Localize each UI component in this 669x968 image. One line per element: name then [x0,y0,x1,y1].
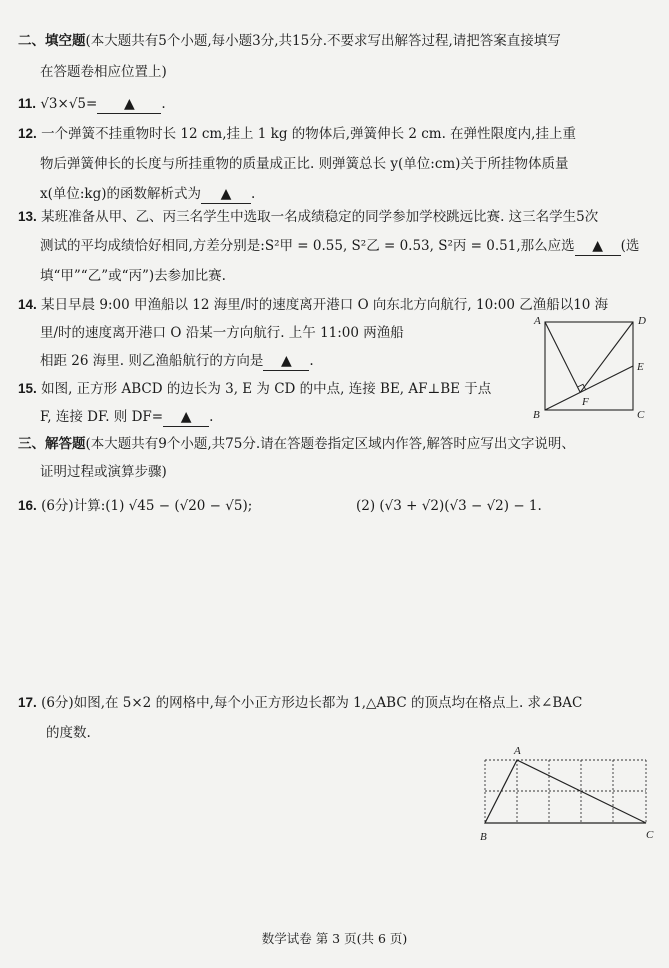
q14-text-line2: 里/时的速度离开港口 O 沿某一方向航行. 上午 11:00 两渔船 [40,325,404,341]
q13-number: 13. [18,209,37,224]
question-15-line2 [40,408,213,427]
section2-desc-line1: (本大题共有5个小题,每小题3分,共15分.不要求写出解答过程,请把答案直接填写 [85,33,561,49]
q16-part1: (6分)计算:(1) √45 − (√20 − √5); [41,498,253,514]
q14-number: 14. [18,297,37,312]
section3-desc-line1: (本大题共有9个小题,共75分.请在答题卷指定区域内作答,解答时应写出文字说明、 [85,436,575,452]
q14-text-line1: 某日早晨 9:00 甲渔船以 12 海里/时的速度离开港口 O 向东北方向航行, 10:00 乙渔船以10 海 [41,297,609,313]
q13-text-line2a: 测试的平均成绩恰好相同,方差分别是:S²甲 = 0.55, S²乙 = 0.53, S²丙 = 0.51,那么应选 [40,238,575,254]
q16-number: 16. [18,498,37,513]
q15-number: 15. [18,381,37,396]
q17-text-line2: 的度数. [46,725,91,741]
label-e: E [637,361,644,373]
q12-end: . [251,186,256,202]
q17-text-line1: (6分)如图,在 5×2 的网格中,每个小正方形边长都为 1,△ABC 的顶点均在格点上. 求∠BAC [41,695,583,711]
q11-answer-blank [97,95,161,114]
label-f: F [582,396,589,408]
q14-end: . [309,353,314,369]
section3-header [18,435,575,453]
q15-text-line2: F, 连接 DF. 则 DF= [40,409,164,425]
question-16 [18,497,252,515]
q14-text-line3: 相距 26 海里. 则乙渔船航行的方向是 [40,353,264,369]
answer-triangle-icon: ▲ [180,409,192,425]
segment-be [545,366,633,410]
section2-desc-line2: 在答题卷相应位置上) [40,64,167,80]
q15-answer-blank [163,408,209,427]
q12-number: 12. [18,126,37,141]
question-11 [18,95,166,114]
label-d: D [638,315,646,327]
section2-header [18,32,561,50]
section2-title: 二、填空题 [18,33,86,49]
q13-answer-blank [575,237,621,256]
answer-triangle-icon: ▲ [592,238,604,254]
question-15-line1 [18,380,491,398]
answer-triangle-icon: ▲ [280,353,292,369]
answer-triangle-icon: ▲ [220,186,232,202]
segment-af [545,322,580,392]
question-12-line1 [18,125,576,143]
q17-number: 17. [18,695,37,710]
page-footer: 数学试卷 第 3 页(共 6 页) [261,931,408,946]
answer-triangle-icon: ▲ [123,96,135,112]
q15-text-line1: 如图, 正方形 ABCD 的边长为 3, E 为 CD 的中点, 连接 BE, AF⊥BE 于点 [41,381,492,397]
section3-title: 三、解答题 [18,436,86,452]
q11-expression: √3×√5= [40,96,98,112]
label-b: B [533,409,540,421]
q13-text-line2b: (选 [620,238,640,254]
q16-part2: (2) (√3 + √2)(√3 − √2) − 1. [356,498,542,514]
q12-text-line3: x(单位:kg)的函数解析式为 [40,186,202,202]
q13-text-line3: 填“甲”“乙”或“丙”)去参加比赛. [40,268,226,284]
q11-end: . [161,96,166,112]
question-14-line3 [40,352,314,371]
question-17-line1 [18,694,582,712]
section3-desc-line2: 证明过程或演算步骤) [40,464,167,480]
question-14-line1 [18,296,608,314]
q12-text-line2: 物后弹簧伸长的长度与所挂重物的质量成正比. 则弹簧总长 y(单位:cm)关于所挂物体质量 [40,156,569,172]
label-c: C [637,409,645,421]
square-outline [545,322,633,410]
q15-end: . [209,409,214,425]
dashed-grid [485,760,646,823]
question-13-line1 [18,208,598,226]
label-a: A [514,745,521,757]
label-a: A [534,315,541,327]
triangle-abc [485,760,646,823]
q14-answer-blank [263,352,309,371]
q11-number: 11. [18,96,37,111]
q12-text-line1: 一个弹簧不挂重物时长 12 cm,挂上 1 kg 的物体后,弹簧伸长 2 cm. 在弹性限度内,挂上重 [41,126,576,142]
q12-answer-blank [201,185,251,204]
question-13-line2 [40,237,639,256]
segment-df [580,322,633,392]
question-12-line3 [40,185,255,204]
grid-triangle-figure [476,740,660,846]
square-abcd-figure [532,312,654,422]
label-b: B [480,831,487,843]
label-c: C [646,829,654,841]
q13-text-line1: 某班准备从甲、乙、丙三名学生中选取一名成绩稳定的同学参加学校跳远比赛. 这三名学生5次 [41,209,599,225]
